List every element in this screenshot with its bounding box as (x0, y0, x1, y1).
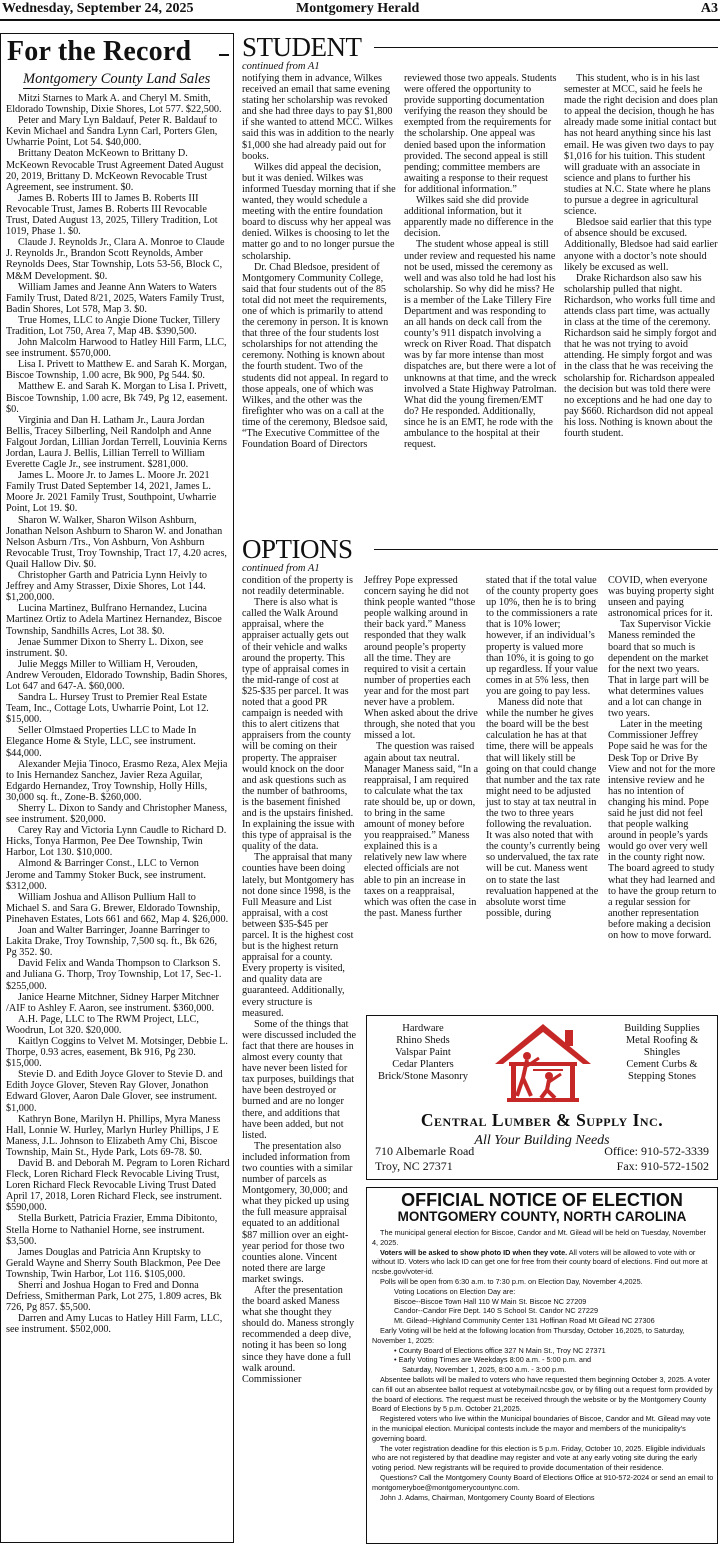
land-sale-entry: Mitzi Starnes to Mark A. and Cheryl M. Smith, Eldorado Township, Dixie Shores, Lot 577. $22,500. (6, 93, 222, 116)
land-sale-entry: Kathryn Bone, Marilyn H. Phillips, Myra Maness Hall, Lonnie W. Hurley, Marlyn Hurley Phillips, J E Maness, J.L. Johnson to Elizabeth Amy Chi, Biscoe Township, Main St., Hyde Park, Lots 69-78. $0. (6, 1113, 221, 1158)
notice-photo-id-paragraph (372, 1248, 714, 1277)
land-sale-entry: Janice Hearne Mitchner, Sidney Harper Mitchner /AIF to Ashley F. Aaron, see instrument. $360,000. (6, 991, 219, 1014)
land-sale-entry: Jenae Summer Dixon to Sherry L. Dixon, see instrument. $0. (6, 636, 204, 659)
ad-product-item: Hardware (402, 1023, 444, 1034)
ad-product-item: Brick/Stone Masonry (377, 1071, 469, 1082)
fax-number: Fax: 910-572-1502 (616, 1159, 709, 1173)
student-column-2 (404, 73, 558, 450)
land-sale-entry: Lucina Martinez, Bulfrano Hernandez, Lucina Martinez Ortiz to Adela Martinez Hernandez, Biscoe Township, Sandhills Acres, Lot 38. $0. (6, 603, 222, 637)
article-paragraph: Bledsoe said earlier that this type of absence should be excused. Additionally, Bledsoe had said earlier anyone with a doctor’s note should likely be excused as well. (564, 217, 718, 273)
notice-subtitle: MONTGOMERY COUNTY, NORTH CAROLINA (397, 1209, 687, 1224)
article-paragraph: Maness did note that while the number he gives the board will be the best calculation he has at that time, there will be appeals that will likely still be going on that could change that number and the tax rate might need to be adjusted just to stay at tax neutral in the two to three years following the revaluation. It was also noted that with the county’s currently being so undervalued, the tax rate will be cut. Maness went on to state the last revaluation happened at the absolute worst time possible, during (486, 697, 601, 919)
land-sale-entry: William James and Jeanne Ann Waters to Waters Family Trust, Dated 8/21, 2025, Waters Family Trust, Badin Shores, Lot 578, Map 3. $0. (6, 281, 225, 315)
land-sale-entry: William Joshua and Allison Pullium Hall to Michael S. and Sara G. Brewer, Eldorado Township, Pinehaven Estates, Lots 661 and 662, Map 4. $26,000. (6, 891, 229, 925)
student-continued-label: continued from A1 (242, 61, 320, 72)
article-paragraph: There is also what is called the Walk Around appraisal, where the appraiser actually gets out of their vehicle and walks around the property. This type of appraisal comes in the mid-range of cost at $25-$35 per parcel. It was noted that a good PR campaign is needed with this to alert citizens that appraisers from the county will be coming on their property. The appraiser would knock on the door and ask questions such as the number of bathrooms, is the basement finished and is the upstairs finished. In explaining the issue with this type of appraisal is the quality of the data. (242, 597, 355, 853)
header-rule (0, 19, 720, 21)
notice-paragraph: Absentee ballots will be mailed to voters who have requested them beginning October 3, 2025. A voter can fill out an absentee ballot request at votebymail.ncsbe.gov, or by filling out a request form provided by the board of elections. The request must be received through the website or by the Montgomery County Board of Elections by 5 p.m. October 21,2025. (372, 1374, 713, 1414)
lumber-logo-icon (487, 1018, 599, 1106)
notice-paragraph: The municipal general election for Biscoe, Candor and Mt. Gilead will be held on Tuesday, November 4, 2025. (372, 1228, 706, 1247)
notice-title: OFFICIAL NOTICE OF ELECTION (401, 1190, 683, 1210)
land-sale-entry: True Homes, LLC to Angie Dione Tucker, Tillery Tradition, Lot 750, Area 7, Map 4B. $390,500. (6, 314, 221, 337)
land-sale-entry: James B. Roberts III to James B. Roberts III Revocable Trust, James B. Roberts III Revocable Trust, Dated August 13, 2025, Tillery Tradition, Lot 1019, Phase 1. $0. (6, 192, 218, 238)
land-sale-entry: Claude J. Reynolds Jr., Clara A. Monroe to Claude J. Reynolds Jr., Brandon Scott Reynolds, Amber Reynolds Dees, Star Township, Lots 53-56, Block C, M&M Development. $0. (6, 237, 225, 282)
ad-product-item: Building Supplies (624, 1023, 700, 1034)
options-column-4 (608, 575, 718, 941)
options-heading: OPTIONS (242, 534, 353, 564)
ad-right-list (609, 1023, 715, 1083)
notice-body (372, 1228, 714, 1502)
business-address (375, 1144, 474, 1174)
article-paragraph: After the presentation the board asked Maness what she thought they should do. Maness strongly recommended a deep dive, noting it has been so long since they have done a full walk around. Commissioner (242, 1285, 355, 1385)
ad-product-item: Shingles (643, 1047, 681, 1058)
land-sale-entry: Sandra L. Hursey Trust to Premier Real Estate Team, Inc., Cottage Lots, Uwharrie Point, Lot 12. $15,000. (6, 692, 209, 726)
land-sale-entry: Matthew E. and Sarah K. Morgan to Lisa I. Privett, Biscoe Township, 1.00 acre, Bk 749, Pg 12, easement. $0. (6, 381, 228, 415)
article-paragraph: Tax Supervisor Vickie Maness reminded the board that so much is dependent on the market for the next two years. That in large part will be what determines values and a lot can change in two years. (608, 619, 711, 720)
election-notice (366, 1187, 718, 1544)
land-sale-entry: Lisa I. Privett to Matthew E. and Sarah K. Morgan, Biscoe Township, 1.00 acre, Bk 900, Pg 544. $0. (6, 359, 227, 382)
article-paragraph: Jeffrey Pope expressed concern saying he did not think people wanted “those people walking around in their back yard.” Maness responded that they walk around people’s property all the time. They are required to visit a certain number of properties each year and for the most part never have a problem. When asked about the drive through, she noted that you missed a lot. (364, 575, 478, 742)
land-sale-entry: Sherri and Joshua Hogan to Fred and Donna Defriess, Smitherman Park, Lot 275, 1.809 acres, Bk 726, Pg 857. $5,500. (6, 1280, 222, 1314)
ad-left-list (373, 1023, 473, 1083)
notice-paragraph: Voting Locations on Election Day are: (394, 1286, 516, 1296)
land-sale-entry: A.H. Page, LLC to The RWM Project, LLC, Woodrun, Lot 320. $20,000. (6, 1013, 199, 1036)
article-paragraph: Later in the meeting Commissioner Jeffrey Pope said he was for the Desk Top or Drive By View and not for the more intensive review and he has no intention of changing his mind. Pope said he just did not feel that people walking around in people’s yards would go over very well in the county right now. The board agreed to study what they had learned and to have the group return to a regular session for another representation before making a decision on how to move forward. (608, 719, 717, 941)
land-sale-entry: Kaitlyn Coggins to Velvet M. Motsinger, Debbie L. Thorpe, 0.93 acres, easement, Bk 916, Pg 230. $15,000. (6, 1035, 228, 1070)
notice-paragraph: Questions? Call the Montgomery County Board of Elections Office at 910-572-2024 or send an email to montgomeryboe@montgomerycountync.com. (372, 1472, 714, 1492)
article-paragraph: The question was raised again about tax neutral. Manager Maness said, “In a reappraisal, I am required to calculate what the tax rate should be, up or down, to bring in the same amount of money before you reappraised.” Maness explained this is a relatively new law where elected officials are not able to pin an increase in taxes on a reappraisal, which was often the case in the past. Maness further (364, 741, 479, 919)
land-sale-entry: James L. Moore Jr. to James L. Moore Jr. 2021 Family Trust Dated September 14, 2021, James L. Moore Jr. 2021 Family Trust, Southpoint, Uwharrie Point, Lot 19. $0. (6, 470, 217, 515)
title-dash (219, 54, 229, 56)
house-logo-graphic (495, 1024, 591, 1102)
land-sale-entry: Almond & Barringer Const., LLC to Vernon Jerome and Tammy Stoker Buck, see instrument. $312,000. (6, 858, 206, 892)
early-voting-bullet: Saturday, November 1, 2025, 8:00 a.m. - 3:00 p.m. (402, 1365, 567, 1375)
student-column-3 (564, 73, 718, 439)
notice-paragraph: Early Voting will be held at the following location from Thursday, October 16,2025, to Saturday, November 1, 2025: (372, 1325, 685, 1345)
article-paragraph: Some of the things that were discussed included the fact that there are houses in almost every county that have never been listed for tax purposes, buildings that have been destroyed or burned and are no longer there, and additions that have been added, but not listed. (242, 1018, 357, 1141)
land-sale-entry: Alexander Mejia Tinoco, Erasmo Reza, Alex Mejia to Inis Hernandez Sanchez, Javier Reza Aguilar, Edgardo Hernandez, Troy Township, Holly Hills, 30,000 sq. ft., Zone-B. $260,000. (6, 758, 228, 803)
land-sale-entry: Stevie D. and Edith Joyce Glover to Stevie D. and Edith Joyce Glover, Steven Ray Glover, Jonathon Edward Glover, Aaron Dale Glover, see instrument. $1,000. (6, 1069, 223, 1114)
land-sale-entry: Peter and Mary Lyn Baldauf, Peter R. Baldauf to Kevin Michael and Sandra Lynn Carl, Porters Glen, Uwharrie Point, Lot 54. $40,000. (6, 115, 218, 149)
ad-product-item: Stepping Stones (628, 1071, 696, 1082)
photo-id-detail: All voters will be allowed to vote with or without ID. Voters who lack ID can get one for free from their county board of elections. Find out more at ncsbe.gov/voter-id. (372, 1247, 708, 1277)
voting-location: Mt. Gilead--Highland Community Center 131 Hoffinan Road Mt Gilead NC 27306 (394, 1316, 655, 1326)
options-column-3 (486, 575, 600, 919)
article-paragraph: This student, who is in his last semester at MCC, said he feels he made the right decision and does plan to appeal the decision, though he has already made some initial contact but has not heard anything since his last email. He was given two days to pay $1,016 for his tuition. This student will graduate with an associate in science and plans to further his studies at N.C. State where he plans to pursue a degree in agricultural science. (564, 73, 718, 218)
early-voting-bullet: • County Board of Elections office 327 N Main St., Troy NC 27371 (394, 1345, 606, 1355)
student-column-1 (242, 73, 396, 450)
ad-product-item: Rhino Sheds (396, 1035, 450, 1046)
options-column-2 (364, 575, 478, 919)
land-sale-entry: Brittany Deaton McKeown to Brittany D. McKeown Revocable Trust Agreement Dated August 20, 2019, Brittany D. McKeown Revocable Trust Agreement, see instrument. $0. (6, 148, 224, 193)
article-paragraph: The presentation also included information from two counties with a similar number of parcels as Montgomery, 30,000; and what they picked up using the full measure appraisal equated to an additional $87 million over an eight-year period for those two counties alone. Vincent noted there are large market swings. (242, 1140, 353, 1285)
article-paragraph: The student whose appeal is still under review and requested his name not be used, missed the ceremony as well and was also told he had lost his scholarship. So why did he miss? He is a member of the Lake Tillery Fire Department and was responding to an all hands on deck call from the county’s 911 dispatch involving a wreck on River Road. That dispatch was by far more intense than most dispatches are, but there were a lot of unknowns at that time, and the wreck involved a State Highway Patrolman. What did the young firemen/EMT do? He responded. Additionally, since he is an EMT, he rode with the ambulance to the hospital at their request. (404, 239, 557, 451)
newspaper-name: Montgomery Herald (296, 1, 420, 16)
options-column-1 (242, 575, 356, 1385)
article-paragraph: condition of the property is not readily determinable. (242, 575, 353, 598)
voting-location: Biscoe--Biscoe Town Hall 110 W Main St. Biscoe NC 27209 (394, 1296, 587, 1306)
ad-product-item: Metal Roofing & (625, 1035, 699, 1046)
options-continued-label: continued from A1 (242, 563, 320, 574)
address-line-2: Troy, NC 27371 (375, 1159, 453, 1173)
business-phones (604, 1144, 709, 1174)
ad-product-item: Cement Curbs & (626, 1059, 698, 1070)
ad-product-item: Cedar Planters (392, 1059, 454, 1070)
article-paragraph: Dr. Chad Bledsoe, president of Montgomery Community College, said that four students out of the 85 total did not meet the requirements, one of which is primarily to attend the ceremony in person. It is known that three of the four students lost scholarships for not attending the ceremony. Nothing is known about the fourth student. Two of the students did not appeal. In regard to those appeals, one of which was Wilkes, and the other was the firefighter who was on a call at the time of the ceremony, Bledsoe said, “The Executive Committee of the Foundation Board of Directors (242, 261, 389, 451)
land-sale-entry: Christopher Garth and Patricia Lynn Heivly to Jeffrey and Amy Strasser, Dixie Shores, Lot 144. $1,200,000. (6, 570, 207, 604)
office-phone: Office: 910-572-3339 (604, 1144, 709, 1158)
voting-location: Candor--Candor Fire Dept. 140 S School St. Candor NC 27229 (394, 1306, 599, 1316)
article-paragraph: notifying them in advance, Wilkes received an email that same evening stating her scholarship was revoked and she had three days to pay $1,800 if she wanted to attend MCC. Wilkes said this was in addition to the nearly $1,000 she had already paid out for books. (242, 73, 394, 162)
land-sale-entry: Julie Meggs Miller to William H, Verouden, Andrew Verouden, Eldorado Township, Badin Shores, Lot 647 and 647-A. $60,000. (6, 658, 228, 692)
land-sale-entry: Sherry L. Dixon to Sandy and Christopher Maness, see instrument. $20,000. (6, 803, 228, 826)
article-paragraph: Drake Richardson also saw his scholarship pulled that night. Richardson, who works full time and attends class part time, was actually in class at the time of the ceremony. Richardson said he simply forgot and that he was not trying to avoid attending. He simply forgot and was in the class that he was receiving the scholarship for. Richardson appealed the decision but was told there were no exceptions and he had one day to pay $660. Richardson did not appeal his loss. Nothing is known about the fourth student. (564, 272, 717, 439)
ad-product-item: Valspar Paint (395, 1047, 451, 1058)
heading-rule (374, 549, 718, 550)
address-line-1: 710 Albemarle Road (375, 1144, 475, 1158)
early-voting-bullet: • Early Voting Times are Weekdays 8:00 a.m. - 5:00 p.m. and (394, 1355, 592, 1365)
options-section (242, 536, 718, 574)
student-heading: STUDENT (242, 32, 362, 62)
land-sale-entry: Joan and Walter Barringer, Joanne Barringer to Lakita Drake, Troy Township, 7,500 sq. ft., Bk 626, Pg 352. $0. (6, 925, 218, 959)
student-section (242, 34, 718, 72)
business-tagline: All Your Building Needs (474, 1133, 610, 1148)
record-subtitle: Montgomery County Land Sales (23, 71, 211, 87)
notice-paragraph: Registered voters who live within the Municipal boundaries of Biscoe, Candor and Mt. Gilead may vote in the municipal election. Municipal contests include the mayor and members of the municipality’s governing board. (372, 1414, 711, 1443)
land-sale-entry: Darren and Amy Lucas to Hatley Hill Farm, LLC, see instrument. $502,000. (6, 1313, 223, 1336)
heading-rule (374, 47, 718, 48)
notice-paragraph: The voter registration deadline for this election is 5 p.m. Friday, October 10, 2025. Eligible individuals who are not registered by that deadline may register and vote at any early voting site during the early voting period. New registrants will be required to provide documentation of their residence. (372, 1443, 706, 1473)
article-paragraph: stated that if the total value of the county property goes up 10%, then he is to bring to the commissioners a rate that is 10% lower; however, if an individual’s property is valued more than 10%, it is going to go up regardless. If your value comes in at 5% less, then you are going to pay less. (486, 575, 599, 697)
business-name: Central Lumber & Supply Inc. (420, 1110, 664, 1130)
photo-id-emphasis: Voters will be asked to show photo ID when they vote. (380, 1247, 568, 1257)
land-sale-entry: James Douglas and Patricia Ann Kruptsky to Gerald Wayne and Sherry South Blackmon, Pee Dee Township, Twin Harbor, Lot 116. $105,000. (6, 1246, 221, 1280)
for-the-record-box (0, 33, 234, 1543)
article-paragraph: Wilkes did appeal the decision, but it was denied. Wilkes was informed Tuesday morning that if she wanted, they would schedule a meeting with the entire foundation board to discuss why her appeal was denied. Wilkes is choosing to let the matter go and to no longer pursue the scholarship. (242, 161, 396, 262)
land-sale-entry: David B. and Deborah M. Pegram to Loren Richard Fleck, Loren Richard Fleck Revocable Living Trust, Loren Richard Fleck Revocable Living Trust Dated April 17, 2018, Loren Richard Fleck, see instrument. $590,000. (6, 1158, 230, 1214)
land-sales-list (6, 93, 230, 1336)
record-title: For the Record (7, 36, 192, 67)
central-lumber-ad (366, 1015, 718, 1180)
land-sale-entry: Carey Ray and Victoria Lynn Caudle to Richard D. Hicks, Tonya Harmon, Pee Dee Township, Twin Harbor, Lot 130. $10,000. (6, 825, 227, 859)
page-header (0, 0, 720, 20)
issue-date: Wednesday, September 24, 2025 (2, 1, 194, 16)
student-article (242, 73, 718, 531)
page-number: A3 (700, 1, 718, 16)
land-sale-entry: Seller Olmstaed Properties LLC to Made In Elegance Home & Style, LLC, see instrument. $44,000. (6, 725, 197, 759)
land-sale-entry: Stella Burkett, Patricia Frazier, Emma Dibitonto, Stella Horne to Nathaniel Horne, see instrument. $3,500. (6, 1213, 218, 1247)
article-paragraph: The appraisal that many counties have been doing lately, but Montgomery has not done since 1998, is the Full Measure and List appraisal, with a cost between $35-$45 per parcel. It is the highest cost but is the highest return appraisal for a county. Every property is visited, and quality data are guaranteed. Additionally, every structure is measured. (242, 852, 354, 1019)
notice-signature: John J. Adams, Chairman, Montgomery County Board of Elections (380, 1492, 595, 1502)
article-paragraph: Wilkes said she did provide additional information, but it apparently made no difference in the decision. (404, 195, 554, 240)
article-paragraph: reviewed those two appeals. Students were offered the opportunity to provide supporting documentation verifying the reason they should be exempted from the requirements for the scholarship. One appeal was denied based upon the information provided. The second appeal is still pending; committee members are awaiting a response to their request for additional information.” (404, 73, 557, 195)
land-sale-entry: Sharon W. Walker, Sharon Wilson Ashburn, Jonathan Nelson Ashburn to Sharon W. and Jonathan Nelson Asburn /Trs., Von Ashburn, Von Ashburn Revocable Trust, Troy Township, Tract 17, 4.20 acres, Quail Hallow Div. $0. (6, 514, 227, 570)
land-sale-entry: David Felix and Wanda Thompson to Clarkson S. and Juliana G. Thorp, Troy Township, Lot 17, Sec-1. $255,000. (6, 958, 222, 992)
article-paragraph: COVID, when everyone was buying property sight unseen and paying astronomical prices for it. (608, 575, 715, 620)
land-sale-entry: Virginia and Dan H. Latham Jr., Laura Jordan Bellis, Tracey Silberling, Neil Randolph and Anne Falgout Jordan, Lillian Jordan Terrell, Louvinia Kerns Jordan, Laura J. Bellis, Lillian Terrell to William Everette Cagle Jr., see instrument. $281,000. (6, 414, 227, 471)
notice-paragraph: Polls will be open from 6:30 a.m. to 7:30 p.m. on Election Day, November 4,2025. (380, 1276, 643, 1286)
land-sale-entry: John Malcolm Harwood to Hatley Hill Farm, LLC, see instrument. $570,000. (6, 337, 227, 360)
